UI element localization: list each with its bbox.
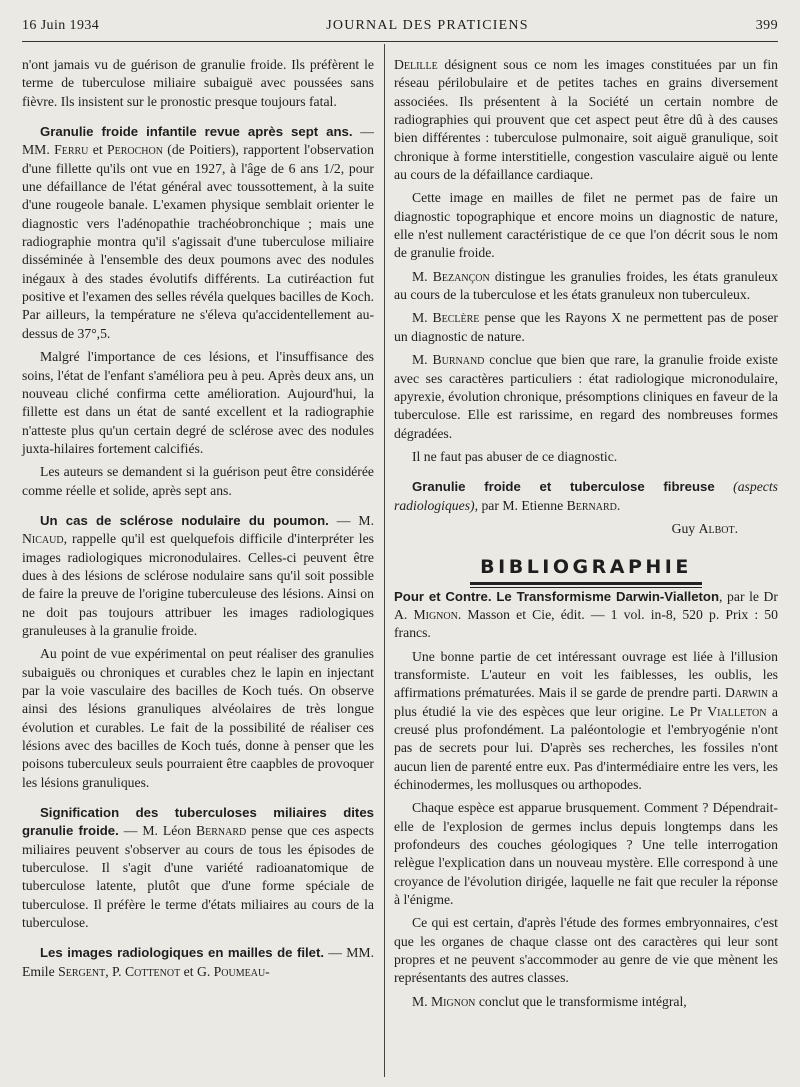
- text: M.: [412, 310, 433, 326]
- author-name: Cottenot: [124, 963, 181, 979]
- paragraph: n'ont jamais vu de guérison de granulie froide. Ils préfèrent le terme de tuberculose miliaire subaiguë avec poussées sans fièvre. Ils insistent sur le pronostic presque toujours fatal.: [22, 57, 374, 109]
- text: — MM. Emile: [22, 945, 374, 979]
- text: et G.: [180, 963, 214, 979]
- author-name: Bezançon: [432, 268, 490, 284]
- paragraph: Il ne faut pas abuser de ce diagnostic.: [412, 448, 618, 464]
- heading-rule: [470, 582, 702, 585]
- author-name: Perochon: [106, 142, 163, 158]
- paragraph: [394, 648, 778, 795]
- header-rule: [22, 41, 778, 42]
- author-name: Sergent: [58, 963, 106, 979]
- paragraph: [394, 268, 778, 305]
- section-sclerose-nodulaire: [22, 512, 374, 640]
- bibliography-heading-block: [394, 558, 778, 587]
- text: .: [734, 520, 738, 536]
- paragraph: Malgré l'importance de ces lésions, et l'insuffisance des soins, l'état de l'enfant s'améliora peu à peu. Après deux ans, un nouveau cliché confirma cette amélioration. Aujourd'hui, la fillette est dans un état de santé excellent et la radiographie n'atteste plus qu'un certain degré de sclérose avec des nodules juxta-hilaires fortement calcifiés.: [22, 349, 374, 456]
- paragraph: Cette image en mailles de filet ne permet pas de faire un diagnostic topographique et encore moins un diagnostic de nature, elle n'est nullement caractéristique de ce que l'on décrit sous le nom de granulie froide.: [394, 190, 778, 261]
- text: , par M. Etienne: [474, 497, 567, 513]
- text: .: [616, 497, 621, 513]
- author-name: Poumeau-: [213, 963, 270, 979]
- section-heading: Granulie froide et tuberculose fibreuse: [412, 479, 715, 495]
- author-name: Delille: [394, 57, 438, 72]
- text: M.: [412, 993, 432, 1009]
- book-title: Pour et Contre. Le Transformisme Darwin-Vialleton: [394, 588, 720, 604]
- column-divider: [384, 44, 385, 1077]
- left-column: [22, 56, 374, 986]
- bibliography-heading: BIBLIOGRAPHIE: [480, 556, 692, 579]
- paragraph: [394, 351, 778, 443]
- text: désignent sous ce nom les images constituées par un fin réseau périlobulaire et de petites taches en grains diversement associées. Ils présentent à la Société un certain nombre de radiographies qui prouvent que cet aspect peut être dû à des causes bien différentes : tuberculose pulmonaire, soit aiguë granulique, soit chronique à forme interstitielle, congestion vasculaire aiguë ou lente au cours de la défaillance cardiaque.: [394, 57, 778, 183]
- text: (de Poitiers), rapportent l'observation d'une fillette qu'ils ont vue en 1927, à l'âge de 6 ans 1/2, pour une défaillance de l'état général avec toussottement, à la suite d'une rougeole banale. L'examen physique semblait orienter le diagnostic vers l'adénopathie trachéobronchique ; mais une radiographie montra qu'il s'agissait d'une tuberculose miliaire disséminée à l'ensemble des deux poumons avec des nodules inégaux à des stades évolutifs différents. La cutiréaction fut positive et l'examen des selles révéla quelques bacilles de Koch. Par ailleurs, la température ne s'éleva qu'accidentellement au-dessus de 37°,5.: [22, 142, 374, 341]
- text: , par le Dr A.: [394, 588, 778, 622]
- paragraph: [394, 309, 778, 346]
- text: conclue que bien que rare, la granulie froide existe avec ses caractères particuliers : état radiologique micronodulaire, apyrexie, évolution chronique, présomptions cliniques en faveur de la tuberculose. Elle est rarissime, en regard des nombreuses formes dégradées.: [394, 352, 779, 441]
- author-name: Bernard: [566, 497, 617, 513]
- section-granulie-fibreuse: [394, 478, 778, 515]
- page-number: 399: [755, 18, 778, 33]
- text: Une bonne partie de cet intéressant ouvrage est liée à l'illusion transformiste. L'auteur en voit les faiblesses, les oublis, les affirmations prématurées. Mais il se garde de prendre parti.: [394, 648, 778, 701]
- text: pense que ces aspects miliaires peuvent s'observer au cours de tous les épisodes de tuberculose. Il s'agit d'une variété radioanatomique de tuberculose latente, plutôt que d'une forme spéciale de tuberculose. Il préfère le terme d'états miliaires au cours de la tuberculose.: [22, 823, 375, 931]
- text: . Masson et Cie, édit. — 1 vol. in-8, 520 p. Prix : 50 francs.: [394, 606, 778, 641]
- section-mailles-de-filet: [22, 944, 374, 981]
- text: — M. Léon: [118, 823, 197, 839]
- text: M.: [412, 268, 433, 284]
- paragraph: Ce qui est certain, d'après l'étude des formes embryonnaires, c'est que les organes de chaque classe ont des caractères qui leur sont propres et ne peuvent s'accommoder au genre de vie que mènent les représentants des autres classes.: [394, 915, 778, 986]
- section-heading: Les images radiologiques en mailles de filet.: [40, 945, 325, 961]
- text: et: [88, 142, 107, 158]
- author-name: Mignon: [413, 606, 458, 622]
- author-name: Burnand: [432, 352, 485, 368]
- text: distingue les granulies froides, les états granuleux au cours de la tuberculose et les états granuleux non tuberculeux.: [394, 268, 778, 303]
- paragraph: Chaque espèce est apparue brusquement. Comment ? Dépendrait-elle de l'explosion de germes inclus depuis longtemps dans les profondeurs des couches géologiques ? Une telle interrogation relègue l'explication dans un nouveau mystère. Elle correspond à une croyance de l'évolution dirigée, laquelle ne fait que reculer la réponse à l'énigme.: [394, 800, 778, 908]
- author-name: Darwin: [724, 685, 769, 701]
- section-granulie-infantile: [22, 123, 374, 343]
- text: pense que les Rayons X ne permettent pas de poser un diagnostic de nature.: [394, 310, 778, 344]
- text: — M.: [328, 512, 375, 528]
- text: Guy: [671, 520, 699, 536]
- author-name: Bernard: [196, 823, 247, 839]
- section-signification: [22, 804, 374, 932]
- paragraph: Au point de vue expérimental on peut réaliser des granulies subaiguës ou chroniques et curables chez le lapin en injectant par la voie vasculaire des bacilles de Koch tués. On observe ainsi des lésions granuliques alvéolaires de très longue évolution et curables. Le fait de la possibilité de réaliser ces lésions avec des bacilles de Koch tués, donne à penser que les poisons tuberculeux seuls pourraient être caapbles de provoquer les lésions granuliques.: [22, 646, 374, 790]
- text: — MM.: [22, 124, 374, 158]
- text: , rappelle qu'il est quelquefois difficile d'interpréter les images radiologiques micronodulaires. Celles-ci peuvent être dues à des lésions de sclérose nodulaire sans qu'il soit possible de faire la preuve de l'origine tuberculeuse des lésions. Ainsi on ne doit pas toujours attribuer les images radiologiques granuleuses à la granulie froide.: [22, 531, 374, 638]
- right-column: [394, 56, 778, 1016]
- author-name: Vialleton: [707, 703, 767, 719]
- paragraph: [394, 993, 778, 1011]
- author-name: Albot: [698, 520, 735, 536]
- text: M.: [412, 352, 433, 368]
- journal-title: JOURNAL DES PRATICIENS: [326, 18, 529, 33]
- issue-date: 16 Juin 1934: [22, 18, 100, 33]
- author-name: Beclère: [432, 310, 480, 326]
- author-name: Nicaud: [22, 531, 64, 547]
- signature: [394, 520, 738, 538]
- paragraph: [394, 56, 778, 184]
- author-name: Mignon: [431, 993, 476, 1009]
- running-head: [22, 18, 778, 34]
- text: conclut que le transformisme intégral,: [475, 993, 687, 1009]
- italic-note: (aspects radiologiques): [394, 479, 778, 513]
- section-heading: Granulie froide infantile revue après sept ans.: [40, 124, 353, 140]
- section-heading: Signification des tuberculoses miliaires dites granulie froide.: [22, 805, 374, 839]
- text: , P.: [105, 963, 125, 979]
- paragraph: Les auteurs se demandent si la guérison peut être considérée comme réelle et solide, après sept ans.: [22, 464, 374, 498]
- book-entry: [394, 588, 778, 643]
- text: a creusé plus profondément. La paléontologie et l'embryogénie n'ont pas de secrets pour lui. D'après ses recherches, les fossiles n'ont aucun lien de parenté entre eux. Pas d'intermédiaire entre les vers, les échinodermes, les mollusques ou arthopodes.: [394, 703, 778, 793]
- author-name: Ferru: [54, 142, 89, 158]
- section-heading: Un cas de sclérose nodulaire du poumon.: [40, 512, 329, 528]
- text: a plus étudié la vie des espèces que leur origine. Le Pr: [394, 685, 779, 719]
